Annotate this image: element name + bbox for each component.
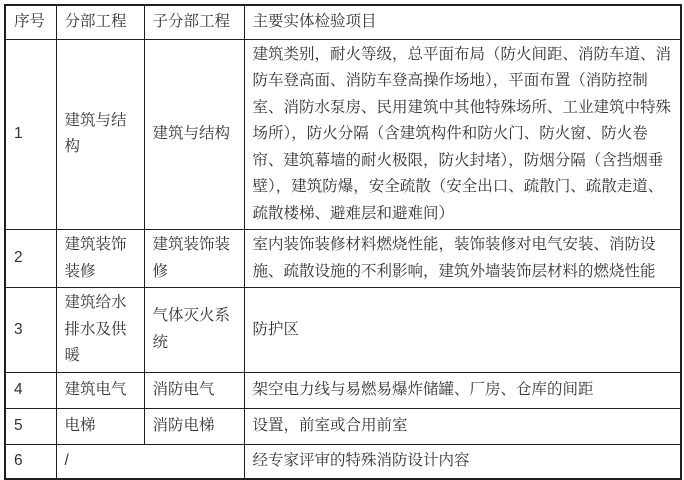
col-header-items: 主要实体检验项目 bbox=[244, 5, 681, 39]
cell-no: 4 bbox=[5, 372, 56, 408]
col-header-division: 分部工程 bbox=[56, 5, 144, 39]
table-row bbox=[5, 408, 681, 444]
cell-items: 经专家评审的特殊消防设计内容 bbox=[244, 444, 681, 479]
cell-division: 建筑电气 bbox=[56, 372, 144, 408]
cell-division: 建筑与结构 bbox=[56, 39, 144, 230]
col-header-no: 序号 bbox=[5, 5, 56, 39]
cell-items: 防护区 bbox=[244, 288, 681, 373]
cell-no: 3 bbox=[5, 288, 56, 373]
cell-no: 2 bbox=[5, 230, 56, 288]
cell-subdivision: 建筑与结构 bbox=[144, 39, 244, 230]
table-row bbox=[5, 444, 681, 479]
cell-no: 5 bbox=[5, 408, 56, 444]
table-row bbox=[5, 372, 681, 408]
col-header-subdivision: 子分部工程 bbox=[144, 5, 244, 39]
cell-subdivision: 气体灭火系统 bbox=[144, 288, 244, 373]
cell-items: 建筑类别，耐火等级，总平面布局（防火间距、消防车道、消防车登高面、消防车登高操作场地），平面布置（消防控制室、消防水泵房、民用建筑中其他特殊场所、工业建筑中特殊场所），防火分隔（含建筑构件和防火门、防火窗、防火卷帘、建筑幕墙的耐火极限，防火封堵），防烟分隔（含挡烟垂壁），建筑防爆，安全疏散（安全出口、疏散门、疏散走道、疏散楼梯、避难层和避难间） bbox=[244, 39, 681, 230]
table-row bbox=[5, 288, 681, 373]
cell-no: 6 bbox=[5, 444, 56, 479]
cell-no: 1 bbox=[5, 39, 56, 230]
header-row bbox=[5, 5, 681, 39]
table-row bbox=[5, 39, 681, 230]
cell-division: 建筑给水排水及供暖 bbox=[56, 288, 144, 373]
table-row bbox=[5, 230, 681, 288]
cell-division: 电梯 bbox=[56, 408, 144, 444]
cell-division: 建筑装饰装修 bbox=[56, 230, 144, 288]
cell-subdivision: 消防电梯 bbox=[144, 408, 244, 444]
cell-items: 架空电力线与易燃易爆炸储罐、厂房、仓库的间距 bbox=[244, 372, 681, 408]
cell-subdivision: 消防电气 bbox=[144, 372, 244, 408]
cell-division-merged: / bbox=[56, 444, 244, 479]
cell-items: 室内装饰装修材料燃烧性能，装饰装修对电气安装、消防设施、疏散设施的不利影响，建筑外墙装饰层材料的燃烧性能 bbox=[244, 230, 681, 288]
cell-subdivision: 建筑装饰装修 bbox=[144, 230, 244, 288]
cell-items: 设置，前室或合用前室 bbox=[244, 408, 681, 444]
inspection-table bbox=[4, 4, 682, 480]
